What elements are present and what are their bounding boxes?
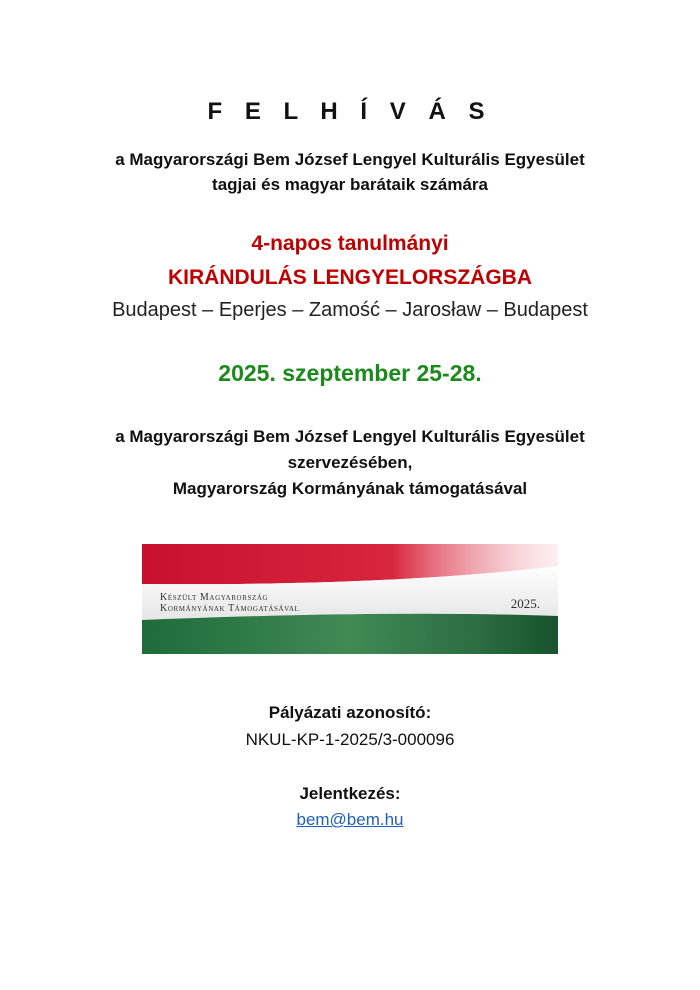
trip-heading-line-1: 4-napos tanulmányi — [251, 232, 449, 255]
banner-caption-line-2: Kormányának Támogatásával — [160, 603, 300, 614]
signup-label: Jelentkezés: — [299, 784, 401, 803]
intro-line-2: tagjai és magyar barátaik számára — [212, 175, 488, 194]
page-title: F E L H Í V Á S — [207, 98, 493, 125]
organizer-line-2: szervezésében, — [287, 453, 413, 472]
banner-green-stripe — [142, 614, 558, 654]
trip-route: Budapest – Eperjes – Zamość – Jarosław – Budapest — [112, 299, 588, 321]
banner-caption — [160, 592, 299, 614]
application-id-label: Pályázati azonosító: — [268, 703, 432, 722]
trip-date: 2025. szeptember 25-28. — [218, 360, 482, 386]
signup-email-link[interactable]: bem@bem.hu — [296, 810, 404, 829]
banner-year: 2025. — [510, 596, 540, 611]
organizer-line-3: Magyarország Kormányának támogatásával — [172, 479, 528, 498]
government-support-banner — [142, 544, 558, 654]
application-id-value: NKUL-KP-1-2025/3-000096 — [245, 730, 455, 749]
intro-line-1: a Magyarországi Bem József Lengyel Kulturális Egyesület — [115, 150, 585, 169]
organizer-line-1: a Magyarországi Bem József Lengyel Kulturális Egyesület — [115, 427, 585, 446]
trip-heading-line-2: KIRÁNDULÁS LENGYELORSZÁGBA — [167, 266, 532, 289]
banner-caption-line-1: Készült Magyarország — [160, 592, 269, 603]
